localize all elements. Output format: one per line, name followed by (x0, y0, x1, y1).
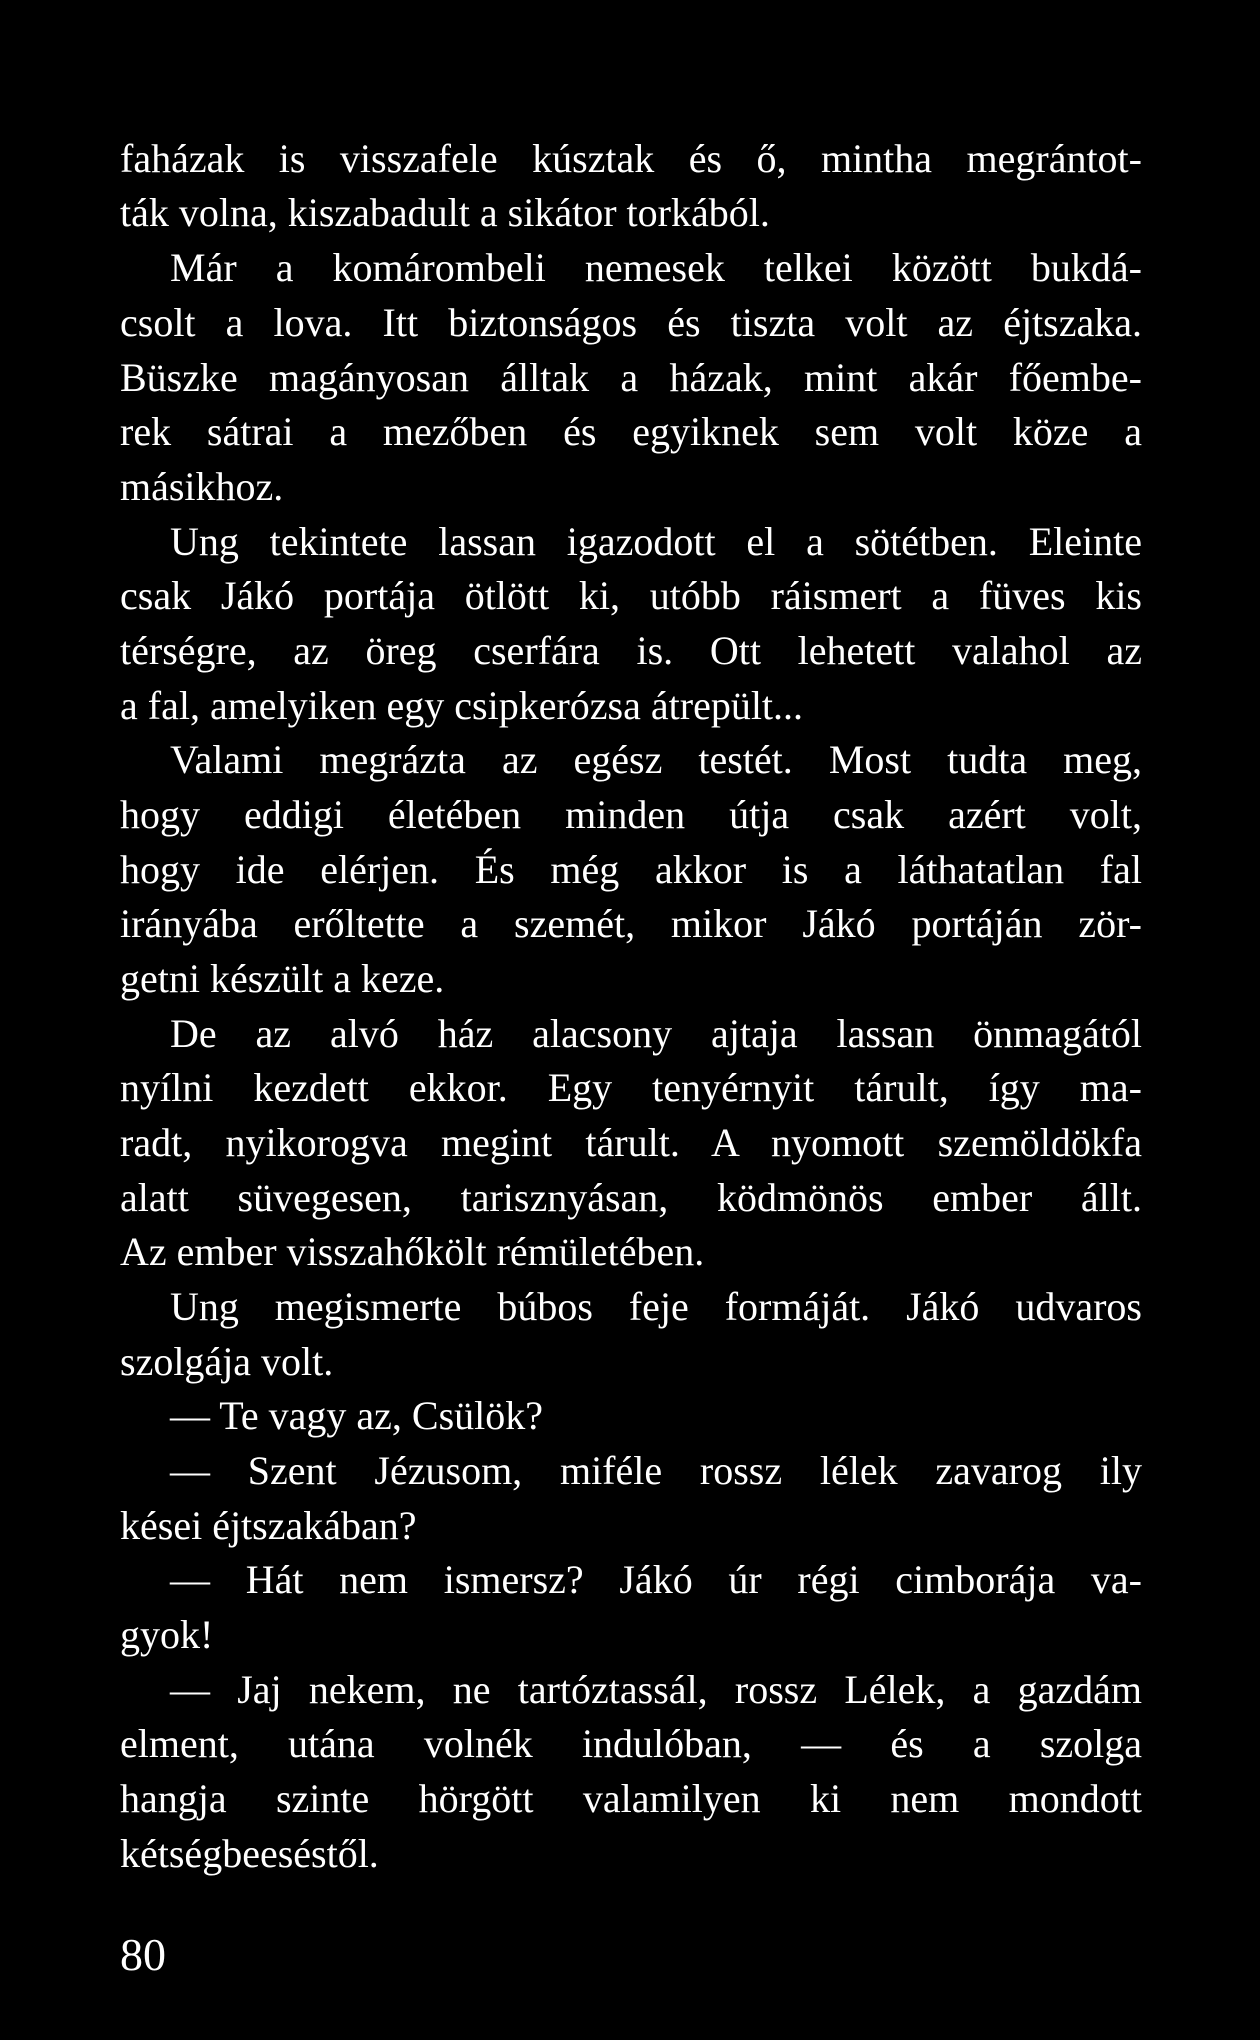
text-line: kétségbeeséstől. (120, 1831, 379, 1876)
text-line: De az alvó ház alacsony ajtaja lassan önmagától (170, 1011, 1142, 1056)
text-line: irányába erőltette a szemét, mikor Jákó portáján zör- (120, 901, 1142, 946)
text-line: — Te vagy az, Csülök? (170, 1393, 544, 1438)
text-line: getni készült a keze. (120, 956, 445, 1001)
text-line: hogy eddigi életében minden útja csak azért volt, (120, 792, 1142, 837)
text-line: Ung tekintete lassan igazodott el a sötétben. Eleinte (170, 519, 1142, 564)
text-line: faházak is visszafele kúsztak és ő, mintha megrántot- (120, 136, 1142, 181)
text-line: Az ember visszahőkölt rémületében. (120, 1229, 705, 1274)
text-line: elment, utána volnék indulóban, — és a szolga (120, 1721, 1142, 1766)
text-line: szolgája volt. (120, 1339, 334, 1384)
text-line: ták volna, kiszabadult a sikátor torkából. (120, 190, 770, 235)
text-line: a fal, amelyiken egy csipkerózsa átrepült... (120, 683, 804, 728)
page-number: 80 (120, 1929, 166, 1980)
text-line: másikhoz. (120, 464, 284, 509)
text-line: csak Jákó portája ötlött ki, utóbb ráismert a füves kis (120, 573, 1142, 618)
text-line: Ung megismerte búbos feje formáját. Jákó udvaros (170, 1284, 1142, 1329)
text-line: Valami megrázta az egész testét. Most tudta meg, (170, 737, 1142, 782)
text-line: — Jaj nekem, ne tartóztassál, rossz Lélek, a gazdám (170, 1667, 1142, 1712)
text-line: rek sátrai a mezőben és egyiknek sem volt köze a (120, 409, 1142, 454)
text-line: térségre, az öreg cserfára is. Ott lehetett valahol az (120, 628, 1142, 673)
text-line: — Szent Jézusom, miféle rossz lélek zavarog ily (170, 1448, 1142, 1493)
text-line: alatt süvegesen, tarisznyásan, ködmönös ember állt. (120, 1175, 1142, 1220)
text-line: Már a komárombeli nemesek telkei között bukdá- (170, 245, 1142, 290)
text-line: gyok! (120, 1612, 214, 1657)
text-line: Büszke magányosan álltak a házak, mint akár főembe- (120, 355, 1142, 400)
text-line: nyílni kezdett ekkor. Egy tenyérnyit tárult, így ma- (120, 1065, 1142, 1110)
text-line: radt, nyikorogva megint tárult. A nyomott szemöldökfa (120, 1120, 1142, 1165)
text-line: — Hát nem ismersz? Jákó úr régi cimborája va- (170, 1557, 1142, 1602)
text-line: csolt a lova. Itt biztonságos és tiszta volt az éjtszaka. (120, 300, 1142, 345)
text-line: hogy ide elérjen. És még akkor is a láthatatlan fal (120, 847, 1142, 892)
text-line: hangja szinte hörgött valamilyen ki nem mondott (120, 1776, 1142, 1821)
text-line: kései éjtszakában? (120, 1503, 417, 1548)
